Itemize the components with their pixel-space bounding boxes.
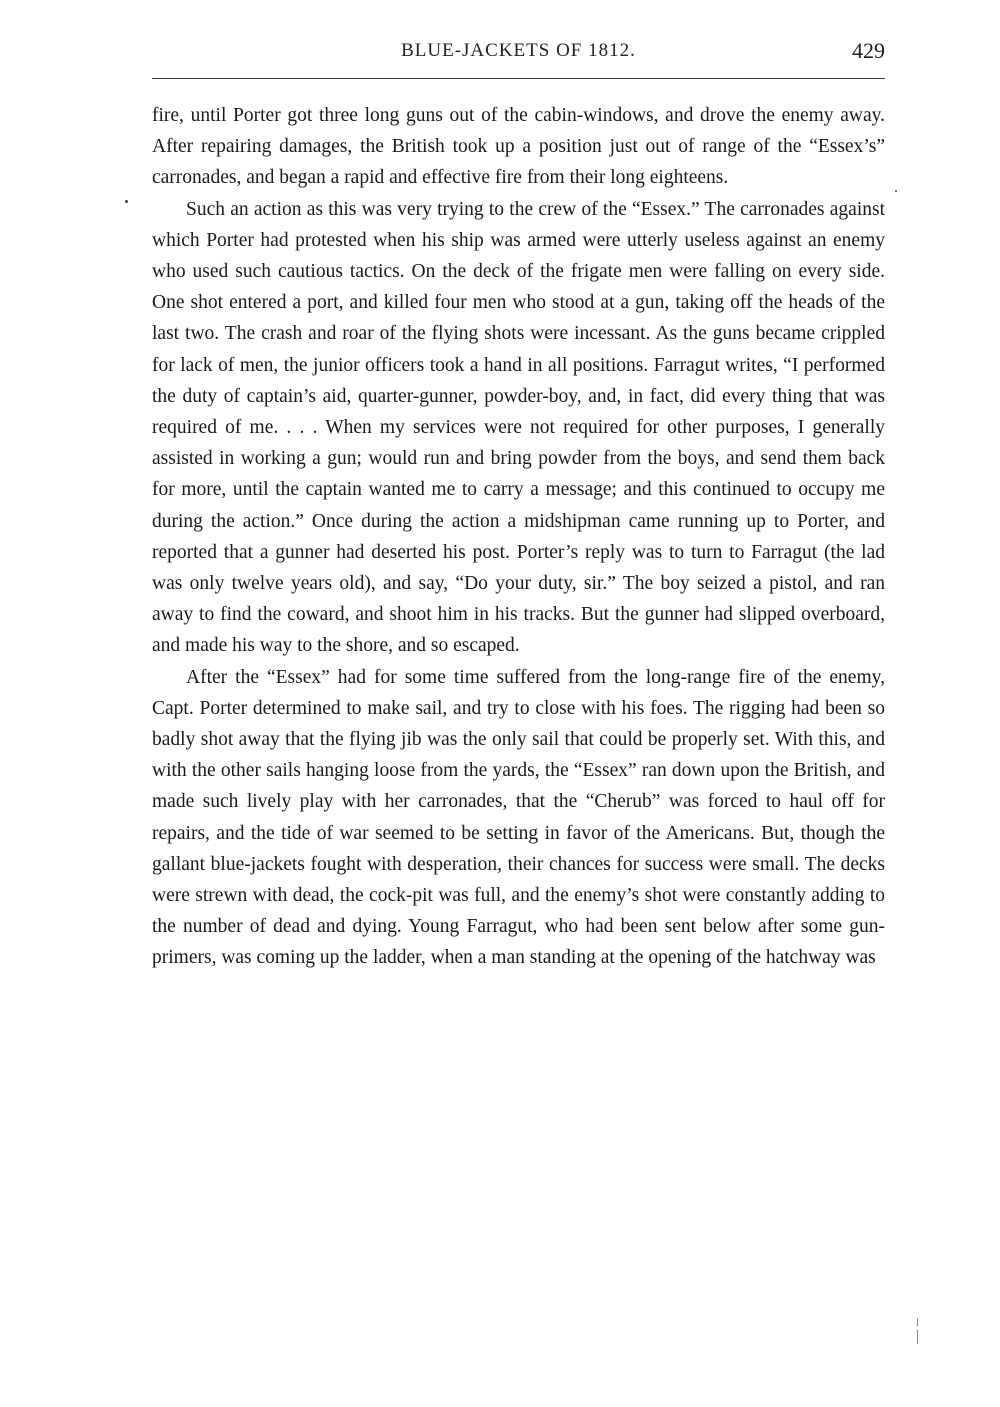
scan-speck: [895, 190, 897, 192]
body-text: [152, 100, 885, 974]
page-header: [152, 40, 885, 70]
paragraph-action-on-deck: Such an action as this was very trying to the crew of the “Essex.” The carronades against which Porter had protested when his ship was armed were utterly useless against an enemy who used such cautious tactics. On the deck of the frigate men were falling on every side. One shot entered a port, and killed four men who stood at a gun, taking off the heads of the last two. The crash and roar of the flying shots were incessant. As the guns became crippled for lack of men, the junior officers took a hand in all positions. Farragut writes, “I performed the duty of captain’s aid, quarter-gunner, powder-boy, and, in fact, did every thing that was required of me. . . . When my services were not required for other purposes, I generally assisted in working a gun; would run and bring powder from the boys, and send them back for more, until the captain wanted me to carry a message; and this continued to occupy me during the action.” Once during the action a midshipman came running up to Porter, and reported that a gunner had deserted his post. Porter’s reply was to turn to Farragut (the lad was only twelve years old), and say, “Do your duty, sir.” The boy seized a pistol, and ran away to find the coward, and shoot him in his tracks. But the gunner had slipped overboard, and made his way to the shore, and so escaped.: [152, 198, 885, 657]
margin-mark: [917, 1330, 918, 1344]
page-number: 429: [852, 38, 885, 63]
scan-speck: [125, 200, 128, 203]
margin-mark: [917, 1318, 918, 1326]
paragraph-continuation: fire, until Porter got three long guns out of the cabin-windows, and drove the enemy away. After repairing damages, the British took up a position just out of range of the “Essex’s” carronades, and began a rapid and effective fire from their long eighteens.: [152, 105, 885, 189]
paragraph-essex-makes-sail: After the “Essex” had for some time suffered from the long-range fire of the enemy, Capt. Porter determined to make sail, and try to close with his foes. The rigging had been so badly shot away that the flying jib was the only sail that could be properly set. With this, and with the other sails hanging loose from the yards, the “Essex” ran down upon the British, and made such lively play with her carronades, that the “Cherub” was forced to haul off for repairs, and the tide of war seemed to be setting in favor of the Americans. But, though the gallant blue-jackets fought with desperation, their chances for success were small. The decks were strewn with dead, the cock-pit was full, and the enemy’s shot were constantly adding to the number of dead and dying. Young Farragut, who had been sent below after some gun-primers, was coming up the ladder, when a man standing at the opening of the hatchway was: [152, 666, 885, 969]
header-rule: [152, 78, 885, 79]
running-title: BLUE-JACKETS OF 1812.: [401, 40, 636, 61]
